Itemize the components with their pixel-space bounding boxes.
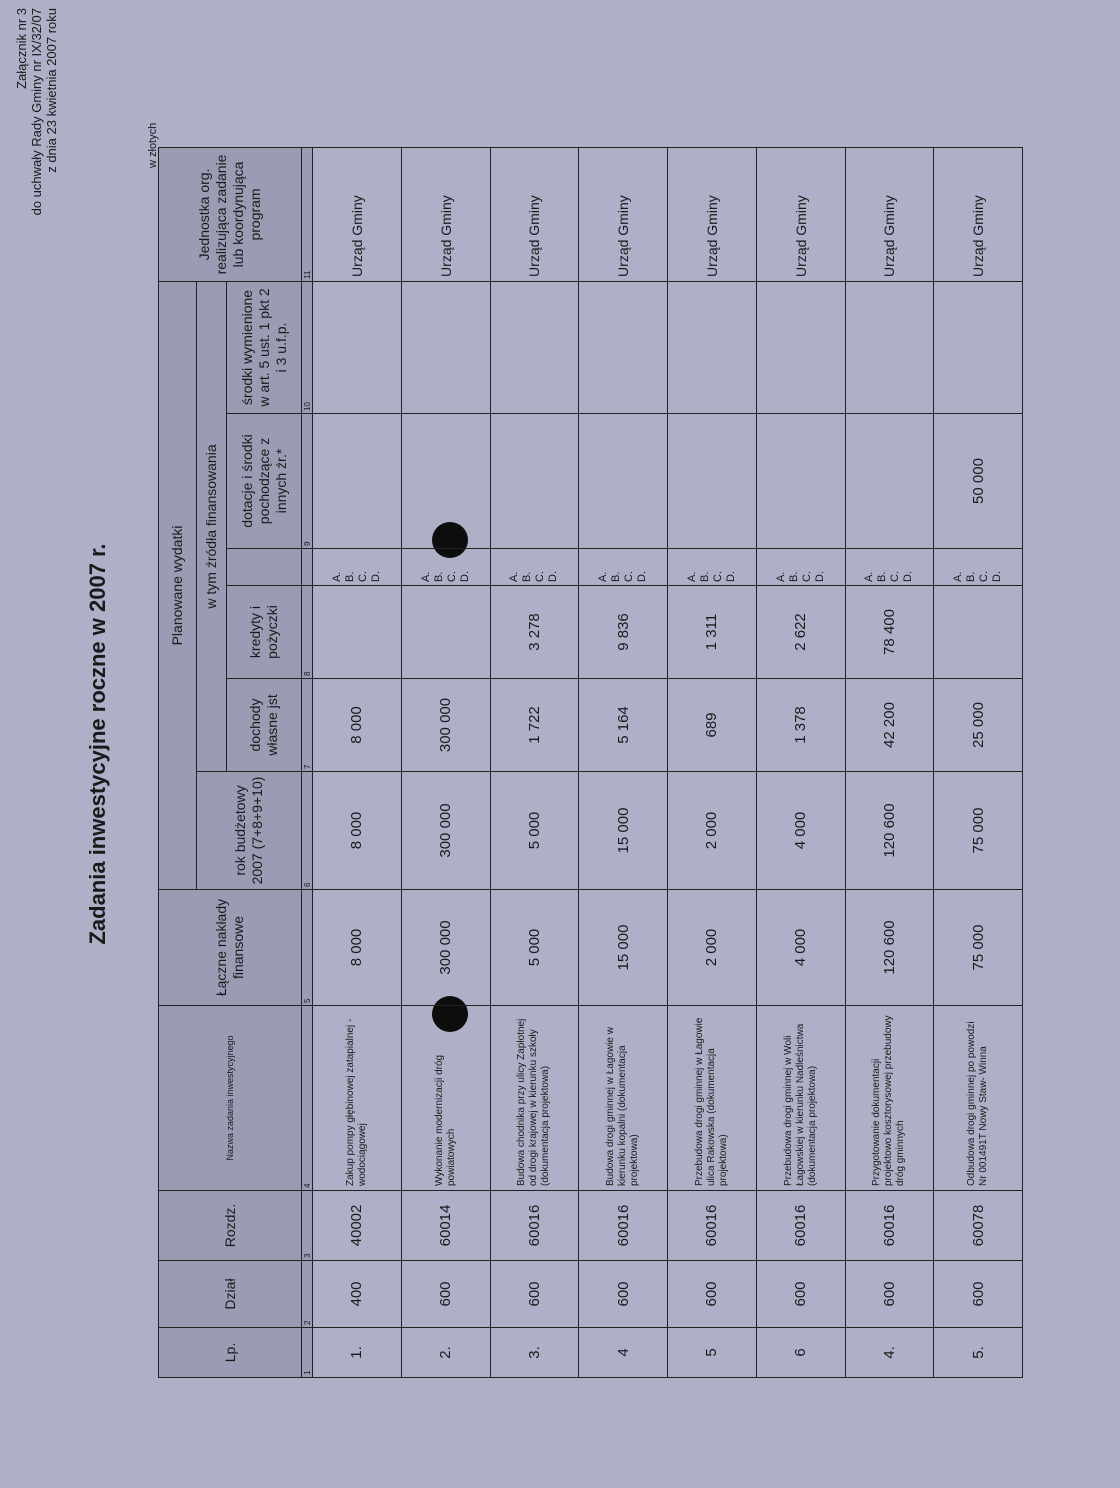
- row-name: Budowa drogi gminnej w Łagowie w kierunku kopalni (dokumentacja projektowa): [579, 1006, 668, 1191]
- table-row: [579, 147, 668, 1377]
- row-abcd: A. B. C. D.: [668, 549, 757, 586]
- row-name: Przebudowa drogi gminnej w Łagowie ulica Rakowska (dokumentacja projektowa): [668, 1006, 757, 1191]
- page-title: Zadania inwestycyjne roczne w 2007 r.: [85, 543, 110, 945]
- row-dochody: 8 000: [313, 679, 402, 772]
- row-jednostka: Urząd Gminy: [313, 147, 402, 281]
- row-lp: 2.: [401, 1328, 490, 1378]
- table-row: [668, 147, 757, 1377]
- row-dochody: 300 000: [401, 679, 490, 772]
- row-dotacje: 50 000: [934, 414, 1023, 549]
- row-rozdz: 60078: [934, 1191, 1023, 1261]
- row-srodki: [313, 281, 402, 413]
- row-rok: 4 000: [756, 772, 845, 890]
- row-lp: 1.: [313, 1328, 402, 1378]
- row-rozdz: 60014: [401, 1191, 490, 1261]
- column-number: 11: [302, 147, 313, 281]
- header-abcd-blank: [227, 549, 302, 586]
- row-dotacje: [490, 414, 579, 549]
- row-abcd: A. B. C. D.: [313, 549, 402, 586]
- row-dochody: 5 164: [579, 679, 668, 772]
- row-abcd: A. B. C. D.: [756, 549, 845, 586]
- row-jednostka: Urząd Gminy: [668, 147, 757, 281]
- column-number: 1: [302, 1328, 313, 1378]
- row-name: Zakup pompy głębinowej zatapialnej - wodociągowej: [313, 1006, 402, 1191]
- header-kredyty: kredyty i pożyczki: [227, 586, 302, 679]
- column-number-row: [302, 147, 313, 1377]
- header-lp: Lp.: [159, 1328, 302, 1378]
- row-rok: 75 000: [934, 772, 1023, 890]
- column-number: 3: [302, 1191, 313, 1261]
- row-lp: 6: [756, 1328, 845, 1378]
- row-rozdz: 60016: [845, 1191, 934, 1261]
- row-kredyty: 2 622: [756, 586, 845, 679]
- row-jednostka: Urząd Gminy: [756, 147, 845, 281]
- header-w-tym: w tym źródła finansowania: [197, 281, 227, 771]
- header-jednostka: Jednostka org. realizująca zadanie lub koordynująca program: [159, 147, 302, 281]
- row-dotacje: [313, 414, 402, 549]
- row-kredyty: [313, 586, 402, 679]
- row-laczne: 2 000: [668, 890, 757, 1006]
- row-abcd: A. B. C. D.: [845, 549, 934, 586]
- row-rozdz: 60016: [668, 1191, 757, 1261]
- row-abcd: A. B. C. D.: [401, 549, 490, 586]
- row-kredyty: 1 311: [668, 586, 757, 679]
- column-number: [302, 549, 313, 586]
- row-srodki: [401, 281, 490, 413]
- row-abcd: A. B. C. D.: [490, 549, 579, 586]
- row-kredyty: 3 278: [490, 586, 579, 679]
- row-dzial: 600: [934, 1261, 1023, 1328]
- row-name: Wykonanie modernizacji dróg powiatowych: [401, 1006, 490, 1191]
- column-number: 10: [302, 281, 313, 413]
- column-number: 6: [302, 772, 313, 890]
- row-dzial: 600: [490, 1261, 579, 1328]
- header-dotacje: dotacje i środki pochodzące z innych źr.*: [227, 414, 302, 549]
- row-dotacje: [756, 414, 845, 549]
- table-row: [934, 147, 1023, 1377]
- row-laczne: 8 000: [313, 890, 402, 1006]
- row-dzial: 600: [579, 1261, 668, 1328]
- header-planowane: Planowane wydatki: [159, 281, 197, 889]
- row-rok: 120 600: [845, 772, 934, 890]
- row-dochody: 1 378: [756, 679, 845, 772]
- header-nazwa: Nazwa zadania inwestycyjnego: [159, 1006, 302, 1191]
- row-dochody: 1 722: [490, 679, 579, 772]
- row-dotacje: [668, 414, 757, 549]
- attachment-note: [14, 8, 59, 215]
- row-lp: 4.: [845, 1328, 934, 1378]
- row-lp: 5: [668, 1328, 757, 1378]
- attachment-note-line: z dnia 23 kwietnia 2007 roku: [44, 8, 59, 173]
- attachment-note-line: Załącznik nr 3: [14, 8, 29, 89]
- row-dochody: 25 000: [934, 679, 1023, 772]
- column-number: 9: [302, 414, 313, 549]
- row-rozdz: 60016: [756, 1191, 845, 1261]
- row-laczne: 15 000: [579, 890, 668, 1006]
- row-jednostka: Urząd Gminy: [934, 147, 1023, 281]
- row-srodki: [668, 281, 757, 413]
- row-rozdz: 60016: [490, 1191, 579, 1261]
- column-number: 5: [302, 890, 313, 1006]
- row-lp: 5.: [934, 1328, 1023, 1378]
- row-dzial: 600: [401, 1261, 490, 1328]
- row-abcd: A. B. C. D.: [934, 549, 1023, 586]
- row-dzial: 400: [313, 1261, 402, 1328]
- row-name: Odbudowa drogi gminnej po powodzi Nr 001491T Nowy Staw- Winna: [934, 1006, 1023, 1191]
- row-kredyty: 9 836: [579, 586, 668, 679]
- row-dzial: 600: [668, 1261, 757, 1328]
- header-laczne: Łączne nakłady finansowe: [159, 890, 302, 1006]
- row-jednostka: Urząd Gminy: [579, 147, 668, 281]
- row-rozdz: 40002: [313, 1191, 402, 1261]
- column-number: 2: [302, 1261, 313, 1328]
- row-name: Przebudowa drogi gminnej w Woli Łagowskiej w kierunku Nadleśnictwa (dokumentacja projektowa): [756, 1006, 845, 1191]
- row-srodki: [756, 281, 845, 413]
- row-jednostka: Urząd Gminy: [401, 147, 490, 281]
- row-dzial: 600: [845, 1261, 934, 1328]
- row-srodki: [579, 281, 668, 413]
- row-dzial: 600: [756, 1261, 845, 1328]
- row-laczne: 5 000: [490, 890, 579, 1006]
- column-number: 4: [302, 1006, 313, 1191]
- header-srodki: środki wymienione w art. 5 ust. 1 pkt 2 i 3 u.f.p.: [227, 281, 302, 413]
- row-dotacje: [401, 414, 490, 549]
- row-laczne: 120 600: [845, 890, 934, 1006]
- row-name: Budowa chodnika przy ulicy Zapłotnej od drogi krajowej w kierunku szkoły (dokumentacja projektowa): [490, 1006, 579, 1191]
- header-dzial: Dział: [159, 1261, 302, 1328]
- row-rok: 5 000: [490, 772, 579, 890]
- row-lp: 3.: [490, 1328, 579, 1378]
- row-rok: 8 000: [313, 772, 402, 890]
- table-row: [490, 147, 579, 1377]
- row-srodki: [934, 281, 1023, 413]
- row-rok: 300 000: [401, 772, 490, 890]
- table-row: [756, 147, 845, 1377]
- unit-label: w złotych: [147, 122, 159, 168]
- column-number: 8: [302, 586, 313, 679]
- row-laczne: 4 000: [756, 890, 845, 1006]
- row-abcd: A. B. C. D.: [579, 549, 668, 586]
- row-kredyty: [934, 586, 1023, 679]
- table-row: [845, 147, 934, 1377]
- row-lp: 4: [579, 1328, 668, 1378]
- row-dotacje: [579, 414, 668, 549]
- row-name: Przygotowanie dokumentacji projektowo kosztorysowej przebudowy dróg gminnych: [845, 1006, 934, 1191]
- row-kredyty: [401, 586, 490, 679]
- row-jednostka: Urząd Gminy: [490, 147, 579, 281]
- investment-table: [158, 147, 1023, 1378]
- row-srodki: [845, 281, 934, 413]
- row-rok: 2 000: [668, 772, 757, 890]
- row-laczne: 75 000: [934, 890, 1023, 1006]
- row-rozdz: 60016: [579, 1191, 668, 1261]
- row-dotacje: [845, 414, 934, 549]
- table-row: [313, 147, 402, 1377]
- row-laczne: 300 000: [401, 890, 490, 1006]
- row-dochody: 689: [668, 679, 757, 772]
- header-rok: rok budżetowy 2007 (7+8+9+10): [197, 772, 302, 890]
- row-srodki: [490, 281, 579, 413]
- header-dochody: dochody własne jst: [227, 679, 302, 772]
- row-dochody: 42 200: [845, 679, 934, 772]
- row-jednostka: Urząd Gminy: [845, 147, 934, 281]
- column-number: 7: [302, 679, 313, 772]
- table-row: [401, 147, 490, 1377]
- row-kredyty: 78 400: [845, 586, 934, 679]
- header-rozdz: Rozdz.: [159, 1191, 302, 1261]
- row-rok: 15 000: [579, 772, 668, 890]
- attachment-note-line: do uchwały Rady Gminy nr IX/32/07: [29, 8, 44, 216]
